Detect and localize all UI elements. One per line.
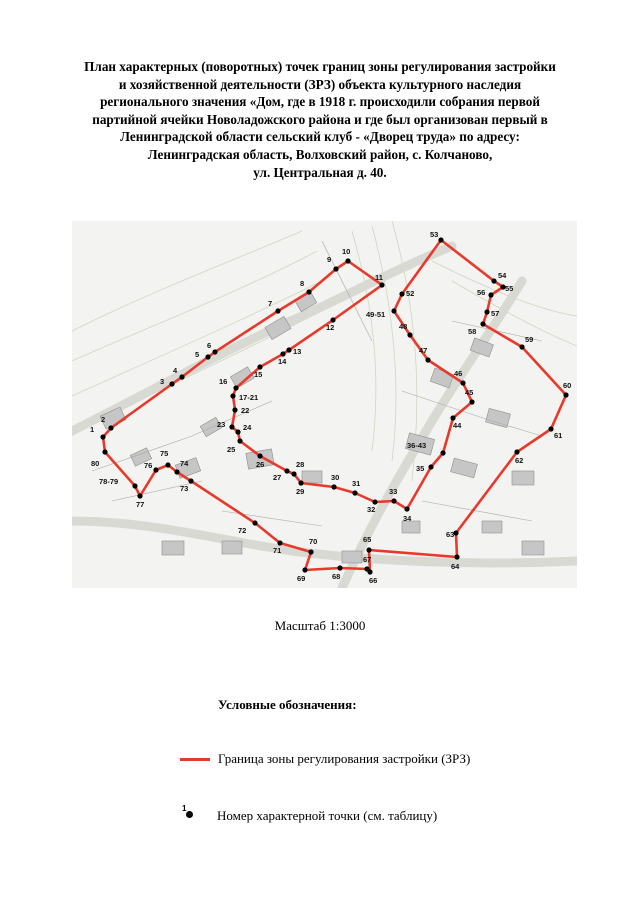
- point-number-label: 16: [219, 377, 228, 386]
- point-number-label: 34: [403, 514, 412, 523]
- point-marker: [425, 357, 430, 362]
- point-number-label: 1: [90, 425, 95, 434]
- legend-boundary-label: Граница зоны регулирования застройки (ЗРЗ): [218, 751, 471, 766]
- point-marker: [514, 449, 519, 454]
- point-marker: [306, 289, 311, 294]
- point-number-label: 48: [399, 322, 408, 331]
- point-number-label: 80: [91, 459, 100, 468]
- title-line: Ленинградская область, Волховский район, с. Колчаново,: [147, 146, 493, 162]
- title-line: и хозяйственной деятельности (ЗРЗ) объекта культурного наследия: [118, 76, 522, 92]
- point-number-label: 44: [453, 421, 462, 430]
- point-number-label: 28: [296, 460, 305, 469]
- point-number-label: 17-21: [239, 393, 259, 402]
- point-number-label: 35: [416, 464, 425, 473]
- point-marker: [257, 453, 262, 458]
- point-marker: [275, 308, 280, 313]
- point-number-label: 74: [180, 459, 189, 468]
- title-line: партийной ячейки Новоладожского района и где был организован первый в: [92, 111, 548, 127]
- point-number-label: 59: [525, 335, 534, 344]
- point-number-label: 57: [491, 309, 500, 318]
- point-marker: [277, 540, 282, 545]
- point-number-label: 61: [554, 431, 563, 440]
- point-marker: [100, 434, 105, 439]
- point-marker: [491, 278, 496, 283]
- point-number-label: 6: [207, 341, 212, 350]
- point-number-label: 67: [363, 555, 372, 564]
- point-marker: [137, 493, 142, 498]
- point-marker: [252, 520, 257, 525]
- point-marker: [286, 347, 291, 352]
- point-marker: [298, 480, 303, 485]
- point-marker: [379, 282, 384, 287]
- point-marker: [428, 464, 433, 469]
- point-number-label: 30: [331, 473, 340, 482]
- point-number-label: 29: [296, 487, 305, 496]
- point-marker: [438, 237, 443, 242]
- point-marker: [480, 321, 485, 326]
- point-marker: [169, 381, 174, 386]
- point-number-label: 24: [243, 423, 252, 432]
- point-marker: [280, 351, 285, 356]
- point-number-label: 33: [389, 487, 398, 496]
- point-number-label: 45: [465, 388, 474, 397]
- point-number-label: 64: [451, 562, 460, 571]
- point-marker: [230, 393, 235, 398]
- point-number-label: 25: [227, 445, 236, 454]
- point-number-label: 73: [180, 484, 189, 493]
- point-number-label: 23: [217, 420, 226, 429]
- plan-title: [40, 58, 600, 181]
- point-number-label: 65: [363, 535, 372, 544]
- point-number-label: 54: [498, 271, 507, 280]
- point-marker: [488, 292, 493, 297]
- map-scale: Масштаб 1:3000: [274, 618, 366, 633]
- point-marker: [174, 469, 179, 474]
- point-number-label: 9: [327, 255, 332, 264]
- point-number-label: 58: [468, 327, 477, 336]
- point-number-label: 63: [446, 530, 455, 539]
- point-marker: [108, 425, 113, 430]
- point-marker: [407, 332, 412, 337]
- point-marker: [391, 498, 396, 503]
- point-marker: [460, 380, 465, 385]
- point-number-label: 22: [241, 406, 250, 415]
- zone-map-canvas: [72, 221, 577, 588]
- point-number-label: 32: [367, 505, 376, 514]
- point-marker: [484, 309, 489, 314]
- legend-title: Условные обозначения:: [218, 697, 357, 712]
- point-marker: [291, 471, 296, 476]
- point-marker: [212, 349, 217, 354]
- point-marker: [440, 450, 445, 455]
- point-number-label: 60: [563, 381, 572, 390]
- point-marker: [233, 385, 238, 390]
- point-number-label: 4: [173, 366, 178, 375]
- point-number-label: 27: [273, 473, 282, 482]
- point-marker: [179, 374, 184, 379]
- point-marker: [399, 291, 404, 296]
- point-number-label: 69: [297, 574, 306, 583]
- point-marker: [257, 364, 262, 369]
- point-number-label: 2: [101, 415, 106, 424]
- point-number-label: 52: [406, 289, 415, 298]
- point-number-label: 8: [300, 279, 305, 288]
- point-number-label: 10: [342, 247, 351, 256]
- point-number-label: 53: [430, 230, 439, 239]
- point-number-label: 75: [160, 449, 169, 458]
- point-dot-icon: [186, 811, 193, 818]
- point-marker: [308, 549, 313, 554]
- point-marker: [366, 547, 371, 552]
- point-marker: [404, 506, 409, 511]
- point-marker: [337, 565, 342, 570]
- point-marker: [454, 554, 459, 559]
- point-marker: [391, 308, 396, 313]
- point-number-label: 31: [352, 479, 361, 488]
- title-line: Ленинградской области сельский клуб - «Дворец труда» по адресу:: [120, 129, 520, 145]
- point-marker: [331, 484, 336, 489]
- point-number-label: 78-79: [99, 477, 119, 486]
- point-number-label: 3: [160, 377, 165, 386]
- point-marker: [330, 317, 335, 322]
- point-marker: [519, 344, 524, 349]
- title-line: План характерных (поворотных) точек границ зоны регулирования застройки: [84, 59, 556, 74]
- point-marker: [450, 415, 455, 420]
- point-marker: [235, 429, 240, 434]
- point-marker: [345, 258, 350, 263]
- point-marker: [372, 499, 377, 504]
- point-marker: [333, 266, 338, 271]
- point-number-label: 26: [256, 460, 265, 469]
- legend-point-label: Номер характерной точки (см. таблицу): [217, 808, 438, 823]
- point-marker: [232, 407, 237, 412]
- point-number-label: 71: [273, 546, 282, 555]
- point-number-label: 11: [375, 273, 383, 282]
- point-marker: [469, 399, 474, 404]
- point-marker: [153, 467, 158, 472]
- point-marker: [364, 566, 369, 571]
- point-marker: [229, 424, 234, 429]
- point-marker: [102, 449, 107, 454]
- point-number-label: 46: [454, 369, 463, 378]
- point-marker: [132, 483, 137, 488]
- point-number-label: 56: [477, 288, 486, 297]
- point-number-label: 7: [268, 299, 273, 308]
- point-marker: [352, 490, 357, 495]
- point-number-label: 47: [419, 346, 428, 355]
- point-number-example: 1: [182, 804, 187, 813]
- point-marker: [302, 567, 307, 572]
- point-number-label: 36-43: [407, 441, 427, 450]
- point-marker: [563, 392, 568, 397]
- point-marker: [548, 426, 553, 431]
- point-number-label: 77: [136, 500, 145, 509]
- point-number-label: 12: [326, 323, 335, 332]
- point-number-label: 72: [238, 526, 247, 535]
- zone-map[interactable]: [72, 221, 577, 588]
- point-number-label: 62: [515, 456, 524, 465]
- point-number-label: 13: [293, 347, 302, 356]
- point-number-label: 49-51: [366, 310, 386, 319]
- point-number-label: 76: [144, 461, 153, 470]
- point-number-label: 68: [332, 572, 341, 581]
- point-number-label: 5: [195, 350, 200, 359]
- point-number-label: 55: [505, 284, 514, 293]
- point-number-label: 15: [254, 370, 263, 379]
- point-marker: [205, 354, 210, 359]
- boundary-line-swatch: [180, 758, 210, 761]
- point-number-label: 70: [309, 537, 318, 546]
- point-marker: [188, 478, 193, 483]
- title-line: ул. Центральная д. 40.: [253, 164, 387, 180]
- point-marker: [237, 438, 242, 443]
- point-marker: [284, 468, 289, 473]
- point-number-label: 66: [369, 576, 378, 585]
- point-marker: [165, 462, 170, 467]
- title-line: регионального значения «Дом, где в 1918 г. происходили собрания первой: [100, 94, 540, 110]
- point-number-label: 14: [278, 357, 287, 366]
